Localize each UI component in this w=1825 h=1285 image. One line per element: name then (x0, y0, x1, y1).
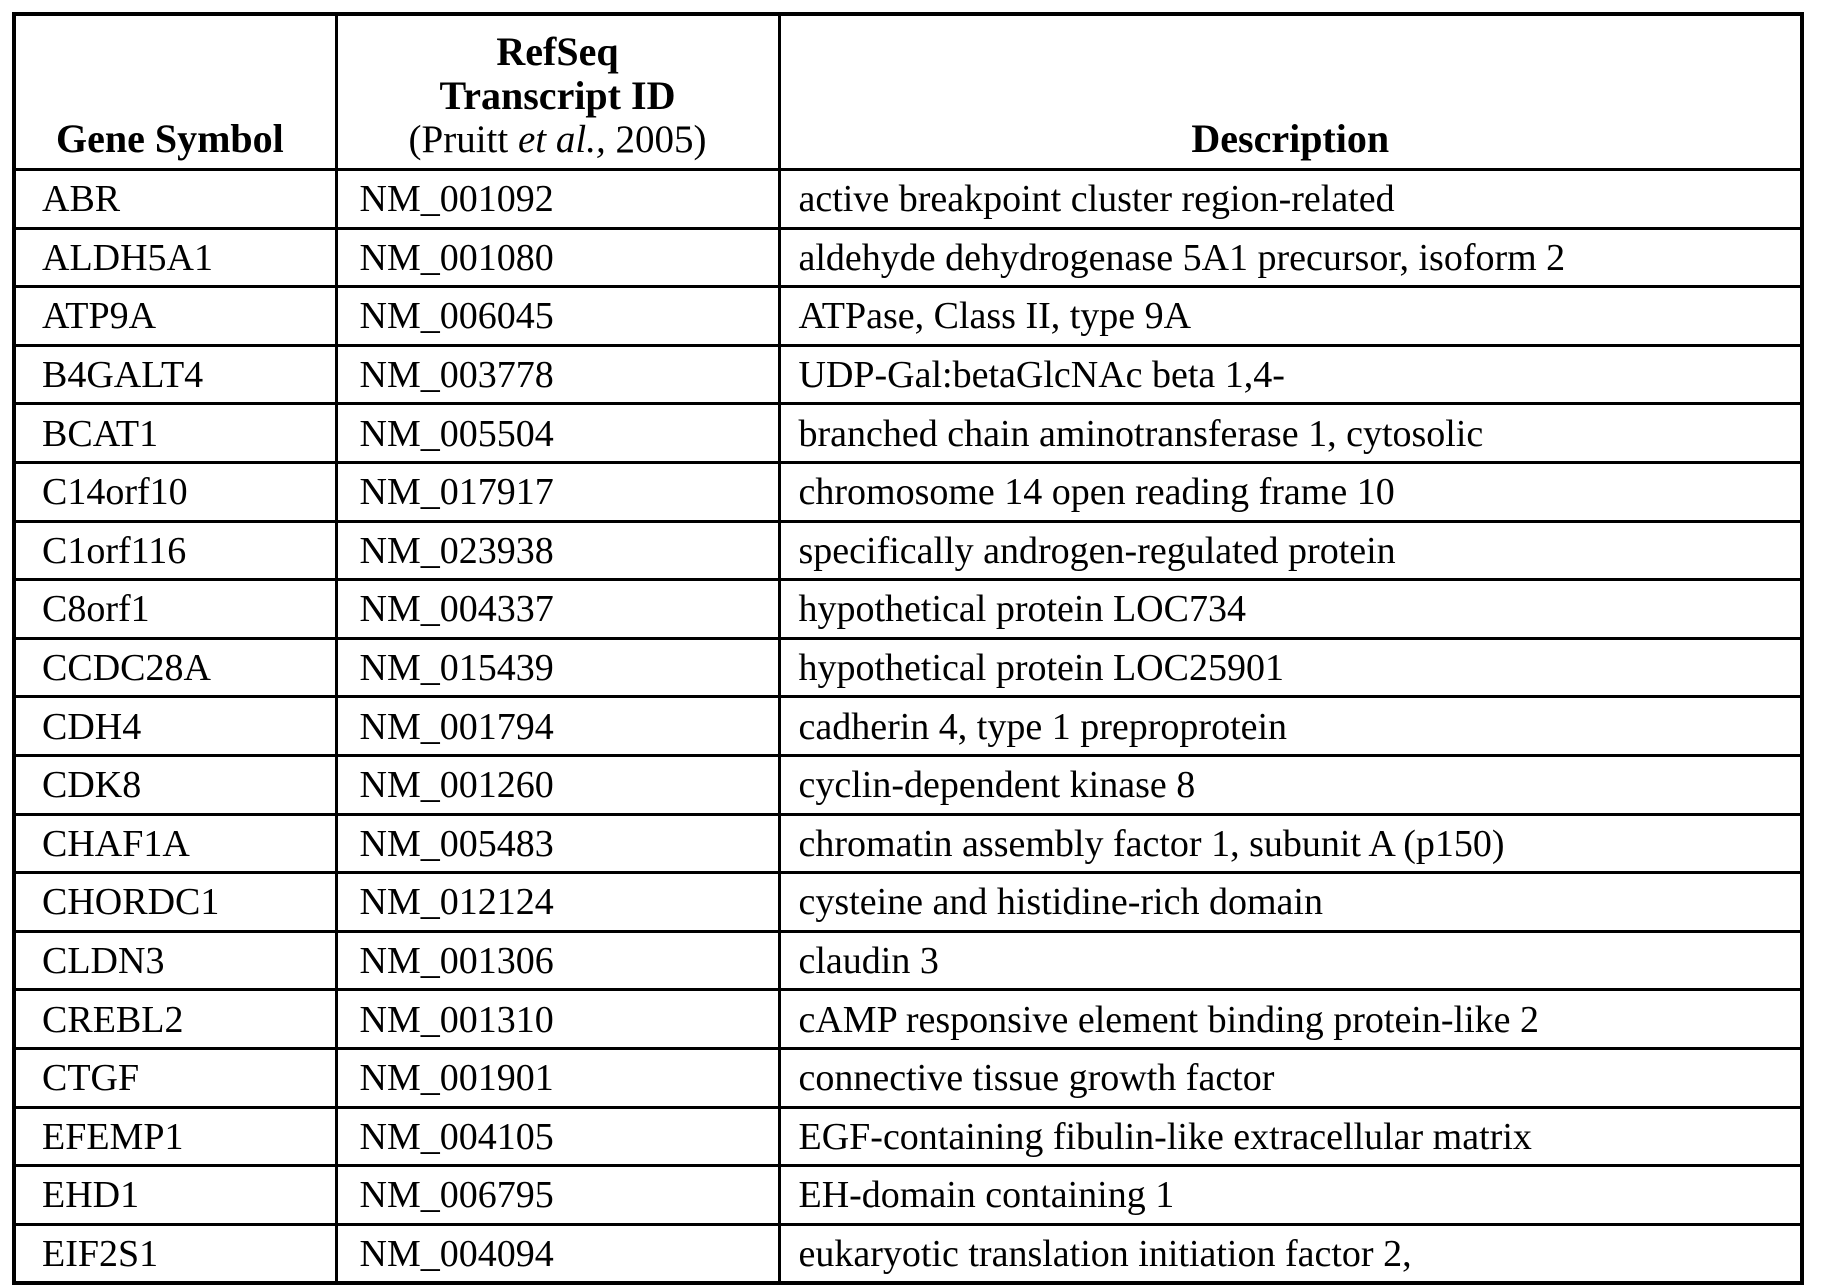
description-cell: specifically androgen-regulated protein (779, 521, 1802, 580)
refseq-cell: NM_023938 (336, 521, 779, 580)
description-cell: connective tissue growth factor (779, 1048, 1802, 1107)
gene-symbol-cell: CTGF (14, 1048, 336, 1107)
table-row (14, 873, 1802, 932)
table-row (14, 228, 1802, 287)
description-cell: cysteine and histidine-rich domain (779, 873, 1802, 932)
header-row (14, 14, 1802, 170)
description-cell: eukaryotic translation initiation factor 2, (779, 1224, 1802, 1283)
gene-symbol-cell: C14orf10 (14, 462, 336, 521)
gene-symbol-cell: CDK8 (14, 755, 336, 814)
table-row (14, 931, 1802, 990)
refseq-cell: NM_006045 (336, 287, 779, 346)
refseq-cell: NM_003778 (336, 345, 779, 404)
description-cell: cAMP responsive element binding protein-like 2 (779, 990, 1802, 1049)
table-row (14, 287, 1802, 346)
table-row (14, 1107, 1802, 1166)
description-cell: hypothetical protein LOC734 (779, 580, 1802, 639)
description-cell: aldehyde dehydrogenase 5A1 precursor, isoform 2 (779, 228, 1802, 287)
gene-symbol-cell: ABR (14, 170, 336, 229)
gene-symbol-cell: ATP9A (14, 287, 336, 346)
gene-symbol-cell: CREBL2 (14, 990, 336, 1049)
refseq-cell: NM_004094 (336, 1224, 779, 1283)
gene-symbol-cell: ALDH5A1 (14, 228, 336, 287)
refseq-cell: NM_001306 (336, 931, 779, 990)
citation-prefix: (Pruitt (408, 118, 518, 161)
table-row (14, 638, 1802, 697)
gene-symbol-cell: EHD1 (14, 1166, 336, 1225)
refseq-cell: NM_001092 (336, 170, 779, 229)
refseq-cell: NM_001794 (336, 697, 779, 756)
table-row (14, 990, 1802, 1049)
table-row (14, 404, 1802, 463)
table-row (14, 1224, 1802, 1283)
description-cell: branched chain aminotransferase 1, cytosolic (779, 404, 1802, 463)
gene-symbol-cell: CLDN3 (14, 931, 336, 990)
description-cell: active breakpoint cluster region-related (779, 170, 1802, 229)
refseq-cell: NM_015439 (336, 638, 779, 697)
refseq-cell: NM_001901 (336, 1048, 779, 1107)
gene-symbol-cell: CDH4 (14, 697, 336, 756)
refseq-cell: NM_005504 (336, 404, 779, 463)
description-cell: EH-domain containing 1 (779, 1166, 1802, 1225)
description-cell: hypothetical protein LOC25901 (779, 638, 1802, 697)
table-row (14, 814, 1802, 873)
refseq-cell: NM_006795 (336, 1166, 779, 1225)
table-row (14, 580, 1802, 639)
citation-et-al: et al., (517, 118, 606, 161)
gene-symbol-cell: CHORDC1 (14, 873, 336, 932)
header-refseq-citation (339, 118, 777, 162)
gene-table (12, 12, 1804, 1285)
description-cell: EGF-containing fibulin-like extracellular matrix (779, 1107, 1802, 1166)
table-row (14, 345, 1802, 404)
gene-symbol-cell: B4GALT4 (14, 345, 336, 404)
gene-symbol-cell: BCAT1 (14, 404, 336, 463)
gene-symbol-cell: EFEMP1 (14, 1107, 336, 1166)
refseq-cell: NM_005483 (336, 814, 779, 873)
citation-suffix: 2005) (605, 118, 707, 161)
description-cell: chromatin assembly factor 1, subunit A (p150) (779, 814, 1802, 873)
gene-symbol-cell: EIF2S1 (14, 1224, 336, 1283)
table-row (14, 462, 1802, 521)
description-cell: UDP-Gal:betaGlcNAc beta 1,4- (779, 345, 1802, 404)
refseq-cell: NM_001310 (336, 990, 779, 1049)
gene-symbol-cell: C8orf1 (14, 580, 336, 639)
refseq-cell: NM_001260 (336, 755, 779, 814)
refseq-cell: NM_012124 (336, 873, 779, 932)
gene-symbol-cell: CHAF1A (14, 814, 336, 873)
table-row (14, 1166, 1802, 1225)
header-refseq-transcript-id (336, 14, 779, 170)
description-cell: cyclin-dependent kinase 8 (779, 755, 1802, 814)
header-refseq-line1: RefSeq (496, 29, 619, 74)
table-row (14, 521, 1802, 580)
description-cell: ATPase, Class II, type 9A (779, 287, 1802, 346)
table-row (14, 170, 1802, 229)
description-cell: claudin 3 (779, 931, 1802, 990)
table-row (14, 697, 1802, 756)
table-row (14, 755, 1802, 814)
header-gene-symbol: Gene Symbol (14, 14, 336, 170)
gene-symbol-cell: C1orf116 (14, 521, 336, 580)
table-row (14, 1048, 1802, 1107)
description-cell: cadherin 4, type 1 preproprotein (779, 697, 1802, 756)
description-cell: chromosome 14 open reading frame 10 (779, 462, 1802, 521)
header-refseq-line2: Transcript ID (439, 73, 676, 118)
refseq-cell: NM_017917 (336, 462, 779, 521)
refseq-cell: NM_004105 (336, 1107, 779, 1166)
refseq-cell: NM_004337 (336, 580, 779, 639)
gene-symbol-cell: CCDC28A (14, 638, 336, 697)
refseq-cell: NM_001080 (336, 228, 779, 287)
header-description: Description (779, 14, 1802, 170)
